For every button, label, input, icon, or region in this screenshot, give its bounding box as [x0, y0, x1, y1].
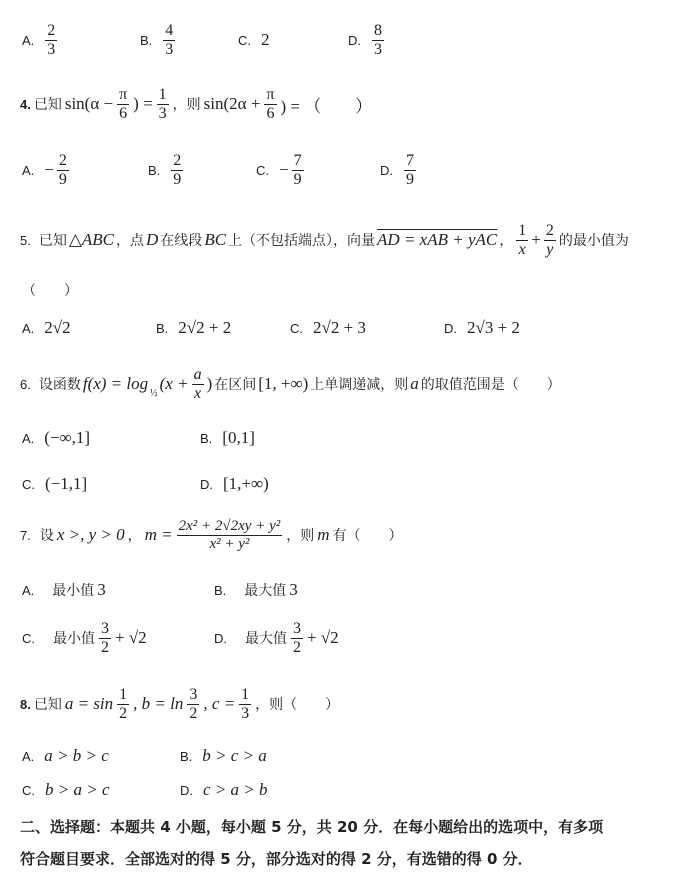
fraction: $\frac{\pi}{6}$ — [119, 86, 128, 122]
option-value: 2 — [261, 30, 270, 49]
q5-option-a: A. 2√2 — [22, 318, 71, 337]
q8-option-c: C. b > a > c — [22, 780, 110, 799]
q5-option-c: C. 2√2 + 3 — [290, 318, 366, 337]
fraction: $\frac{8}{3}$ — [374, 22, 382, 58]
question-number: 5. — [20, 232, 31, 248]
q3-option-a — [22, 22, 58, 58]
question-number: 8. — [20, 696, 31, 712]
q8-stem: 8. 已知 a = sin $\frac{1}{2}$ , b = ln $\frac{3}{2}$ , c = $\frac{1}{3}$ ，则（ ） — [20, 686, 340, 722]
q5-stem: 5. 已知 △ABC ，点 D 在线段 BC 上（不包括端点），向量 AD = xAB + yAC ， $\frac{1}{x}$ + $\frac{2}{y}$ 的最小值为 — [20, 222, 629, 258]
q6-option-b: B. [0,1] — [200, 428, 255, 447]
q7-option-a: A. 最小值 3 — [22, 580, 106, 599]
section-heading: 二、选择题：本题共 4 小题，每小题 5 分，共 20 分．在每小题给出的选项中，有多项 — [20, 818, 604, 836]
q6-stem: 6. 设函数 f(x) = log ½ (x + $\frac{a}{x}$ ) 在区间 [1, +∞) 上单调递减，则 a 的取值范围是（ ） — [20, 366, 561, 402]
q5-option-d: D. 2√3 + 2 — [444, 318, 520, 337]
question-number: 6. — [20, 376, 31, 392]
q6-option-a: A. (−∞,1] — [22, 428, 91, 447]
q3-option-d — [348, 22, 385, 58]
q6-option-c: C. (−1,1] — [22, 474, 88, 493]
q7-option-c: C. 最小值 $\frac{3}{2}$ + √2 — [22, 620, 147, 656]
fraction: $\frac{\pi}{6}$ — [266, 86, 275, 122]
question-number: 4. — [20, 96, 31, 112]
q7-option-d: D. 最大值 $\frac{3}{2}$ + √2 — [214, 620, 339, 656]
option-label: D. — [348, 32, 361, 48]
question-number: 7. — [20, 527, 31, 543]
q8-option-a: A. a > b > c — [22, 746, 109, 765]
q8-option-d: D. c > a > b — [180, 780, 268, 799]
fraction: $\frac{4}{3}$ — [165, 22, 174, 58]
q4-option-c: C. − $\frac{7}{9}$ — [256, 152, 302, 188]
q4-option-d: D. $\frac{7}{9}$ — [380, 152, 414, 188]
q7-stem: 7. 设 x >, y > 0 ， m = $\frac{\text{2x² + 2√2xy + y²}}{\text{x² + y²}}$ ，则 m 有（ ） — [20, 518, 403, 552]
q5-option-b: B. 2√2 + 2 — [156, 318, 232, 337]
q5-answer-paren: （ ） — [22, 283, 78, 299]
q8-option-b: B. b > c > a — [180, 746, 267, 765]
q7-option-b: B. 最大值 3 — [214, 580, 298, 599]
q4-option-b: B. $\frac{2}{9}$ — [148, 152, 182, 188]
option-label: B. — [140, 32, 153, 48]
q3-option-b — [140, 22, 176, 58]
option-label: C. — [238, 32, 251, 48]
section-instructions: 符合题目要求．全部选对的得 5 分，部分选对的得 2 分，有选错的得 0 分． — [20, 850, 533, 868]
option-label: A. — [22, 32, 35, 48]
q4-stem: 4. 已知 sin(α − $\frac{\pi}{6}$ ) = $\frac{1}{3}$ ，则 sin(2α + $\frac{\pi}{6}$ ) = （ ） — [20, 86, 373, 122]
q6-option-d: D. [1,+∞) — [200, 474, 269, 493]
fraction: $\frac{2}{3}$ — [47, 22, 56, 58]
q4-option-a: A. − $\frac{2}{9}$ — [22, 152, 67, 188]
fraction: $\frac{1}{3}$ — [158, 86, 167, 122]
q3-option-c — [238, 30, 270, 50]
